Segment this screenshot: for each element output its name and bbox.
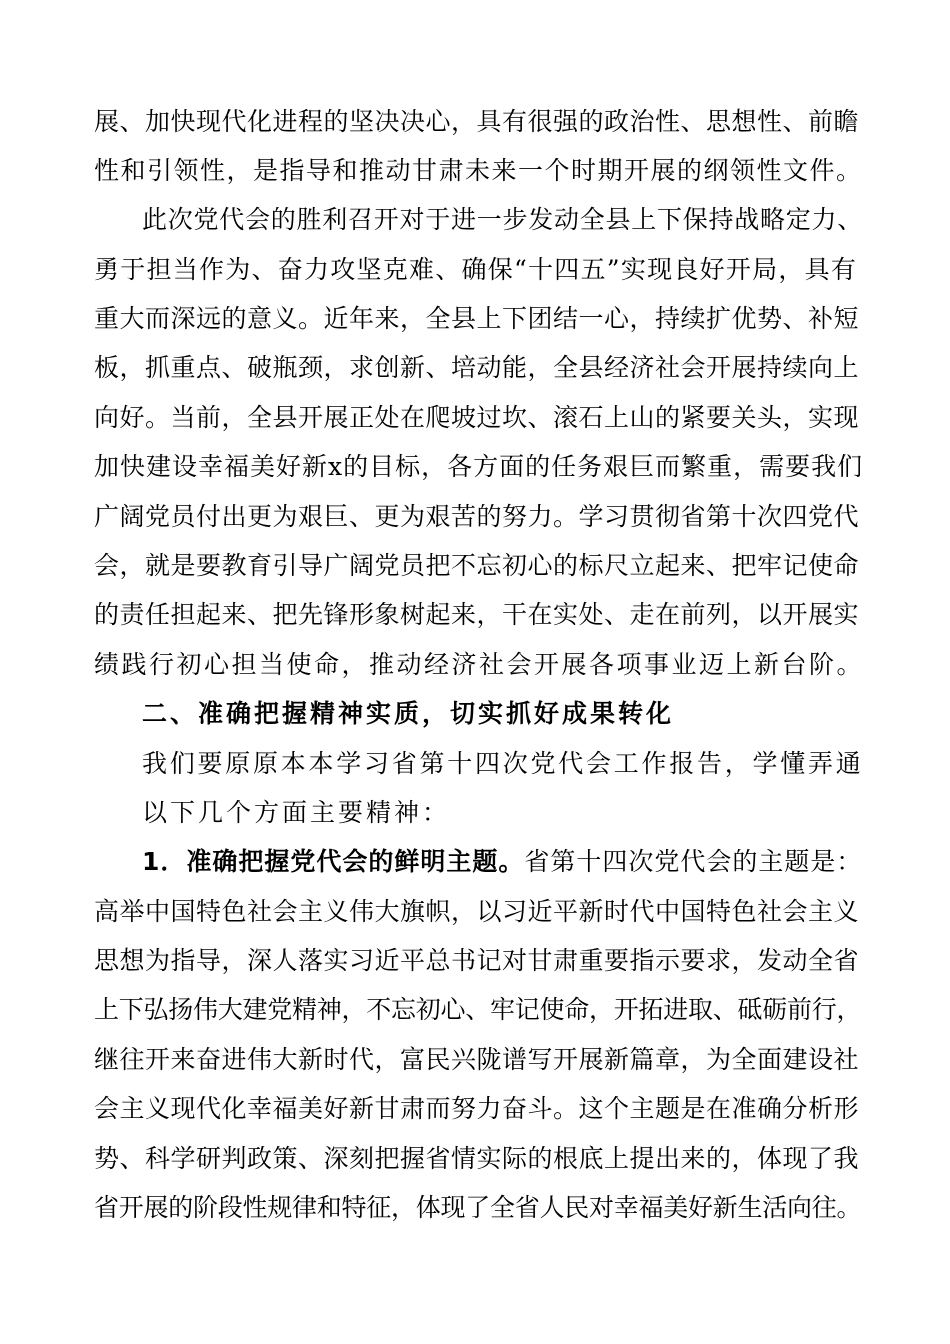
paragraph-line: 继往开来奋进伟大新时代，富民兴陇谱写开展新篇章，为全面建设社 — [94, 1045, 860, 1074]
paragraph-line: 的责任担起来、把先锋形象树起来，干在实处、走在前列，以开展实 — [94, 600, 860, 629]
paragraph-line: 绩践行初心担当使命，推动经济社会开展各项事业迈上新台阶。 — [94, 650, 865, 679]
paragraph-line: 重大而深远的意义。近年来，全县上下团结一心，持续扩优势、补短 — [94, 304, 860, 333]
point-line — [142, 847, 862, 877]
point-title: 1．准确把握党代会的鲜明主题。 — [142, 847, 525, 876]
paragraph-line: 广阔党员付出更为艰巨、更为艰苦的努力。学习贯彻省第十次四党代 — [94, 502, 860, 531]
paragraph-line: 此次党代会的胜利召开对于进一步发动全县上下保持战略定力、 — [142, 205, 864, 234]
paragraph-line: 高举中国特色社会主义伟大旗帜，以习近平新时代中国特色社会主义 — [94, 897, 860, 926]
paragraph-line: 展、加快现代化进程的坚决决心，具有很强的政治性、思想性、前瞻 — [94, 107, 860, 136]
intro-line: 我们要原原本本学习省第十四次党代会工作报告，学懂弄通 — [142, 749, 864, 778]
paragraph-line: 加快建设幸福美好新x的目标，各方面的任务艰巨而繁重，需要我们 — [94, 452, 864, 481]
paragraph-line: 会，就是要教育引导广阔党员把不忘初心的标尺立起来、把牢记使命 — [94, 551, 860, 580]
paragraph-line: 向好。当前，全县开展正处在爬坡过坎、滚石上山的紧要关头，实现 — [94, 403, 860, 432]
intro-line: 以下几个方面主要精神： — [142, 798, 451, 827]
paragraph-line: 势、科学研判政策、深刻把握省情实际的根底上提出来的，体现了我 — [94, 1144, 860, 1173]
paragraph-line: 上下弘扬伟大建党精神，不忘初心、牢记使命，开拓进取、砥砺前行， — [94, 995, 862, 1024]
paragraph-line: 性和引领性，是指导和推动甘肃未来一个时期开展的纲领性文件。 — [94, 156, 863, 185]
paragraph-line: 勇于担当作为、奋力攻坚克难、确保“十四五”实现良好开局，具有 — [94, 255, 858, 284]
section-heading: 二、准确把握精神实质，切实抓好成果转化 — [142, 699, 675, 728]
paragraph-line: 板，抓重点、破瓶颈，求创新、培动能，全县经济社会开展持续向上 — [94, 353, 860, 382]
paragraph-line: 思想为指导，深人落实习近平总书记对甘肃重要指示要求，发动全省 — [94, 946, 860, 975]
point-text: 省第十四次党代会的主题是： — [524, 847, 863, 876]
paragraph-line: 会主义现代化幸福美好新甘肃而努力奋斗。这个主题是在准确分析形 — [94, 1094, 860, 1123]
paragraph-line: 省开展的阶段性规律和特征，体现了全省人民对幸福美好新生活向往。 — [94, 1193, 862, 1222]
